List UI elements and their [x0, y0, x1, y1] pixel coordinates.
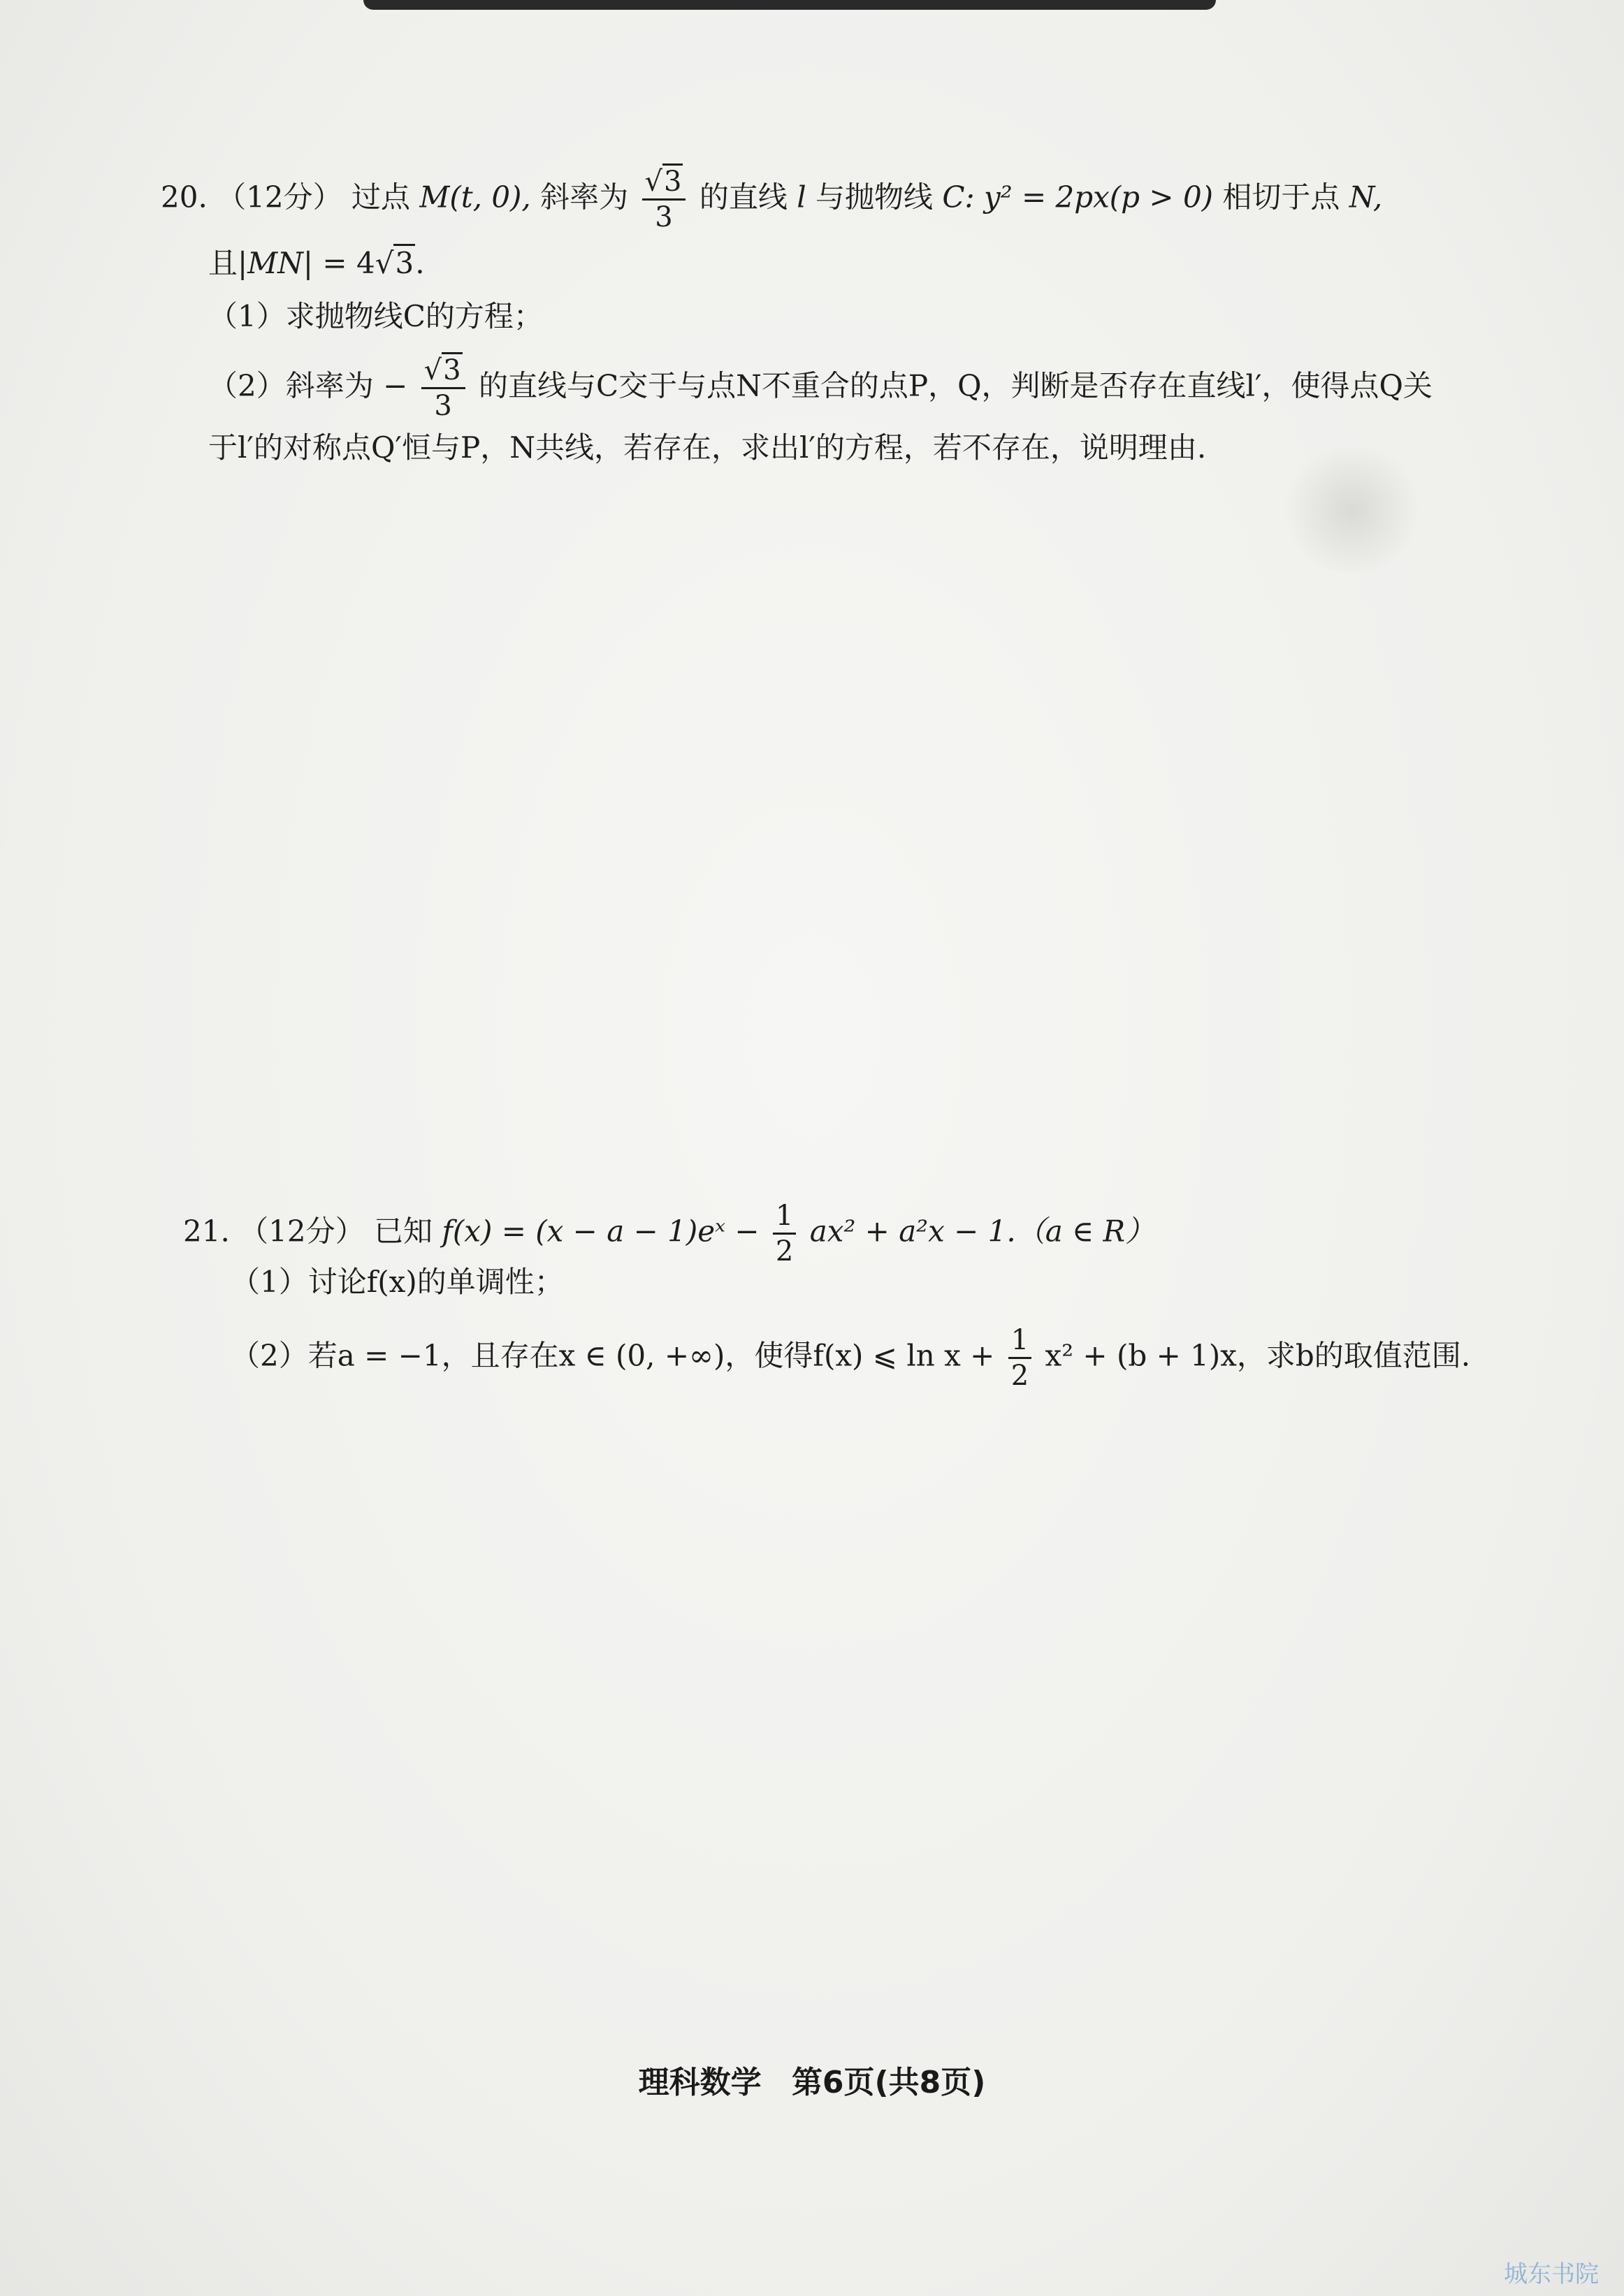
watermark-logo: 城东书院	[1504, 2260, 1599, 2288]
q20-cond-a: 且|	[208, 246, 248, 280]
q20-slope-fraction: $\frac{√3}{3}$	[642, 168, 686, 231]
q21-part2-a: （2）若a = −1，且存在x ∈ (0, +∞)，使得f(x) ⩽ ln x +	[231, 1338, 995, 1373]
q21-part-1: （1）讨论f(x)的单调性；	[231, 1265, 564, 1299]
q21-fx-a: f(x) = (x − a − 1)eˣ −	[442, 1214, 760, 1249]
q20-line-l: l	[797, 180, 806, 215]
paper-smudge	[1279, 447, 1426, 573]
q20-point-m: M(t, 0),	[419, 180, 531, 215]
q20-number: 20.	[161, 180, 208, 215]
q21-half-num: 1	[773, 1202, 796, 1235]
q20-part2-den: 3	[434, 390, 452, 422]
q20-part-2	[208, 356, 1433, 420]
q20-part2-fraction: $\frac{√3}{3}$	[421, 356, 465, 420]
q20-line-2: 且|MN| = 4√3.	[208, 249, 425, 278]
q21-score: （12分）	[239, 1214, 365, 1249]
q21-part2-num: 1	[1008, 1326, 1031, 1359]
q20-slope-den: 3	[655, 201, 673, 233]
q20-cond-end: .	[415, 246, 425, 280]
binding-shadow	[363, 0, 1216, 10]
q20-cond-root: 3	[393, 244, 415, 280]
q20-part-2-line-2: 于l′的对称点Q′恒与P，N共线，若存在，求出l′的方程，若不存在，说明理由.	[208, 430, 1207, 465]
q20-curve: C:	[942, 180, 975, 215]
q20-text-d: 与抛物线	[815, 180, 934, 215]
q20-part2-a: （2）斜率为 −	[208, 368, 408, 403]
q20-text-b: 斜率为	[540, 180, 629, 215]
q21-part2-den: 2	[1010, 1360, 1029, 1392]
page-footer	[0, 2057, 1624, 2102]
q20-text-e: 相切于点	[1222, 180, 1340, 215]
q21-number: 21.	[183, 1214, 230, 1249]
q21-fx-b: ax² + a²x − 1.（a ∈ R）	[809, 1214, 1155, 1249]
q20-slope-num: 3	[662, 164, 683, 198]
q20-score: （12分）	[217, 180, 342, 215]
q21-part2-fraction	[1008, 1326, 1031, 1390]
q20-text-a: 过点	[351, 180, 410, 215]
q21-part-2	[231, 1326, 1470, 1390]
q20-part2-num: 3	[442, 352, 462, 386]
q21-half-den: 2	[775, 1235, 794, 1267]
q20-cond-mn: MN	[247, 246, 303, 280]
footer-subject: 理科数学	[638, 2065, 762, 2100]
q20-cond-b: | = 4	[303, 246, 375, 280]
q21-half-fraction	[773, 1202, 796, 1265]
q20-part2-b: 的直线与C交于与点N不重合的点P，Q，判断是否存在直线l′，使得点Q关	[478, 368, 1433, 403]
footer-page-number: 第6页(共8页)	[791, 2065, 986, 2100]
q20-equation: y² = 2px(p > 0)	[984, 180, 1214, 215]
q21-part2-b: x² + (b + 1)x，求b的取值范围.	[1045, 1338, 1471, 1373]
q20-part-1: （1）求抛物线C的方程；	[208, 299, 543, 333]
q20-text-c: 的直线	[699, 180, 788, 215]
q21-text-a: 已知	[373, 1214, 433, 1249]
q21-line-1	[183, 1202, 1154, 1265]
q20-line-1	[161, 168, 1382, 231]
q20-point-n: N,	[1349, 180, 1383, 215]
